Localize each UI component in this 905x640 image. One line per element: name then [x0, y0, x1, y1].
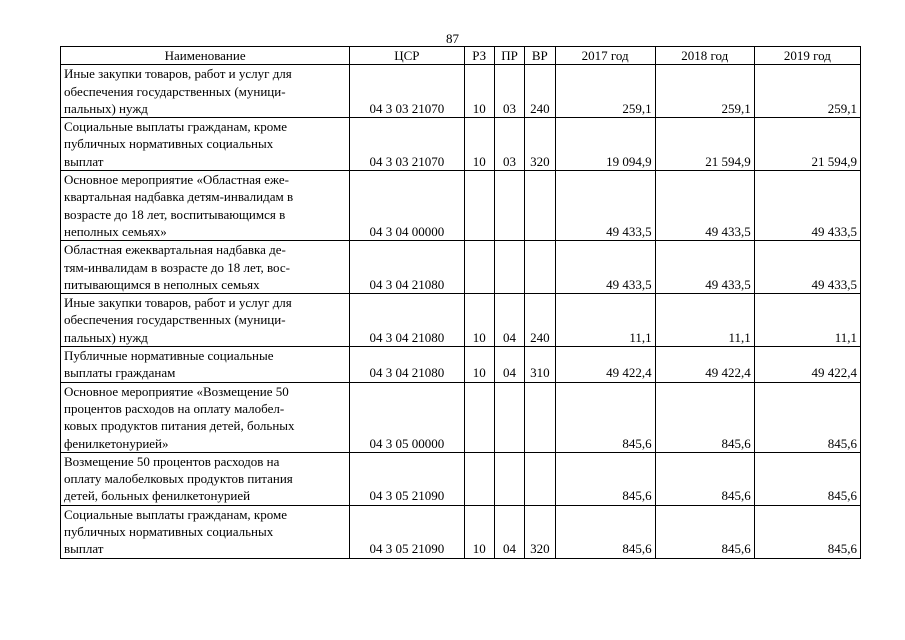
header-row	[61, 47, 861, 65]
cell-name-line: пальных) нужд	[64, 329, 148, 345]
cell-vr: 240	[525, 294, 555, 347]
cell-csr: 04 3 04 21080	[350, 347, 464, 383]
cell-y2017: 259,1	[555, 65, 655, 118]
table-row	[61, 241, 861, 294]
cell-pr: 03	[494, 65, 524, 118]
cell-name-line: Основное мероприятие «Возмещение 50	[64, 383, 289, 399]
table-body	[61, 65, 861, 558]
cell-rz: 10	[464, 118, 494, 171]
cell-y2018: 49 433,5	[655, 171, 754, 241]
cell-name-line: публичных нормативных социальных	[64, 136, 274, 152]
cell-rz	[464, 171, 494, 241]
cell-name-line: Социальные выплаты гражданам, кроме	[64, 506, 287, 522]
cell-pr	[494, 241, 524, 294]
cell-name-line: пальных) нужд	[64, 100, 148, 116]
cell-pr: 03	[494, 118, 524, 171]
cell-csr: 04 3 04 21080	[350, 294, 464, 347]
cell-csr: 04 3 04 21080	[350, 241, 464, 294]
header-csr: ЦСР	[350, 47, 464, 65]
cell-name-line: Основное мероприятие «Областная еже-	[64, 172, 289, 188]
header-rz: РЗ	[464, 47, 494, 65]
cell-name-line: обеспечения государственных (муници-	[64, 83, 286, 99]
cell-vr	[525, 382, 555, 452]
cell-name-line: питывающимся в неполных семьях	[64, 276, 260, 292]
cell-y2017: 49 433,5	[555, 241, 655, 294]
cell-name-line: выплат	[64, 541, 104, 557]
cell-csr: 04 3 05 21090	[350, 505, 464, 558]
cell-name	[61, 241, 350, 294]
cell-name-line: квартальная надбавка детям-инвалидам в	[64, 189, 294, 205]
table-row	[61, 118, 861, 171]
cell-name-line: процентов расходов на оплату малобел-	[64, 400, 285, 416]
cell-y2017: 845,6	[555, 505, 655, 558]
cell-name	[61, 294, 350, 347]
cell-name-line: тям-инвалидам в возрасте до 18 лет, вос-	[64, 259, 290, 275]
cell-y2018: 845,6	[655, 452, 754, 505]
cell-y2019: 845,6	[754, 505, 860, 558]
cell-csr: 04 3 05 21090	[350, 452, 464, 505]
cell-pr	[494, 171, 524, 241]
cell-name-line: оплату малобелковых продуктов питания	[64, 471, 293, 487]
cell-name-line: фенилкетонурией»	[64, 435, 169, 451]
cell-y2019: 49 433,5	[754, 241, 860, 294]
header-pr: ПР	[494, 47, 524, 65]
cell-pr	[494, 452, 524, 505]
cell-pr: 04	[494, 347, 524, 383]
cell-pr	[494, 382, 524, 452]
cell-y2017: 845,6	[555, 382, 655, 452]
cell-name-line: ковых продуктов питания детей, больных	[64, 418, 295, 434]
cell-name-line: Публичные нормативные социальные	[64, 348, 274, 364]
header-vr: ВР	[525, 47, 555, 65]
cell-y2018: 259,1	[655, 65, 754, 118]
cell-rz	[464, 241, 494, 294]
cell-y2019: 49 433,5	[754, 171, 860, 241]
header-2019: 2019 год	[754, 47, 860, 65]
cell-y2018: 845,6	[655, 505, 754, 558]
cell-name-line: Иные закупки товаров, работ и услуг для	[64, 66, 292, 82]
cell-y2017: 19 094,9	[555, 118, 655, 171]
cell-y2019: 21 594,9	[754, 118, 860, 171]
cell-name	[61, 347, 350, 383]
cell-vr	[525, 241, 555, 294]
table-row	[61, 65, 861, 118]
cell-name-line: Социальные выплаты гражданам, кроме	[64, 119, 287, 135]
table-row	[61, 382, 861, 452]
cell-name-line: Возмещение 50 процентов расходов на	[64, 453, 280, 469]
cell-y2018: 21 594,9	[655, 118, 754, 171]
cell-rz	[464, 452, 494, 505]
cell-y2019: 259,1	[754, 65, 860, 118]
header-2017: 2017 год	[555, 47, 655, 65]
header-name: Наименование	[61, 47, 350, 65]
cell-csr: 04 3 03 21070	[350, 118, 464, 171]
cell-rz	[464, 382, 494, 452]
cell-name-line: возрасте до 18 лет, воспитывающимся в	[64, 206, 286, 222]
cell-name-line: публичных нормативных социальных	[64, 524, 274, 540]
table-row	[61, 171, 861, 241]
cell-rz: 10	[464, 65, 494, 118]
cell-rz: 10	[464, 347, 494, 383]
cell-name-line: обеспечения государственных (муници-	[64, 312, 286, 328]
cell-y2019: 845,6	[754, 452, 860, 505]
cell-vr	[525, 452, 555, 505]
cell-y2018: 11,1	[655, 294, 754, 347]
table-row	[61, 347, 861, 383]
table-row	[61, 452, 861, 505]
header-2018: 2018 год	[655, 47, 754, 65]
cell-vr: 240	[525, 65, 555, 118]
cell-y2017: 49 433,5	[555, 171, 655, 241]
cell-y2017: 11,1	[555, 294, 655, 347]
cell-name-line: детей, больных фенилкетонурией	[64, 488, 251, 504]
cell-csr: 04 3 05 00000	[350, 382, 464, 452]
cell-y2019: 845,6	[754, 382, 860, 452]
cell-vr: 310	[525, 347, 555, 383]
cell-y2018: 49 422,4	[655, 347, 754, 383]
table-row	[61, 505, 861, 558]
cell-name-line: Иные закупки товаров, работ и услуг для	[64, 295, 292, 311]
cell-y2019: 11,1	[754, 294, 860, 347]
cell-y2017: 845,6	[555, 452, 655, 505]
cell-name-line: неполных семьях»	[64, 223, 167, 239]
cell-y2019: 49 422,4	[754, 347, 860, 383]
cell-rz: 10	[464, 505, 494, 558]
cell-name-line: выплаты гражданам	[64, 365, 176, 381]
cell-rz: 10	[464, 294, 494, 347]
cell-csr: 04 3 03 21070	[350, 65, 464, 118]
cell-y2018: 49 433,5	[655, 241, 754, 294]
cell-vr: 320	[525, 118, 555, 171]
cell-y2018: 845,6	[655, 382, 754, 452]
cell-csr: 04 3 04 00000	[350, 171, 464, 241]
cell-name	[61, 65, 350, 118]
cell-name	[61, 382, 350, 452]
cell-name	[61, 505, 350, 558]
cell-name	[61, 118, 350, 171]
table-row	[61, 294, 861, 347]
cell-vr: 320	[525, 505, 555, 558]
cell-name-line: Областная ежеквартальная надбавка де-	[64, 242, 286, 258]
cell-pr: 04	[494, 294, 524, 347]
budget-table	[60, 46, 861, 559]
page-number: 87	[446, 31, 459, 46]
cell-pr: 04	[494, 505, 524, 558]
cell-vr	[525, 171, 555, 241]
cell-y2017: 49 422,4	[555, 347, 655, 383]
cell-name	[61, 171, 350, 241]
cell-name	[61, 452, 350, 505]
cell-name-line: выплат	[64, 153, 104, 169]
